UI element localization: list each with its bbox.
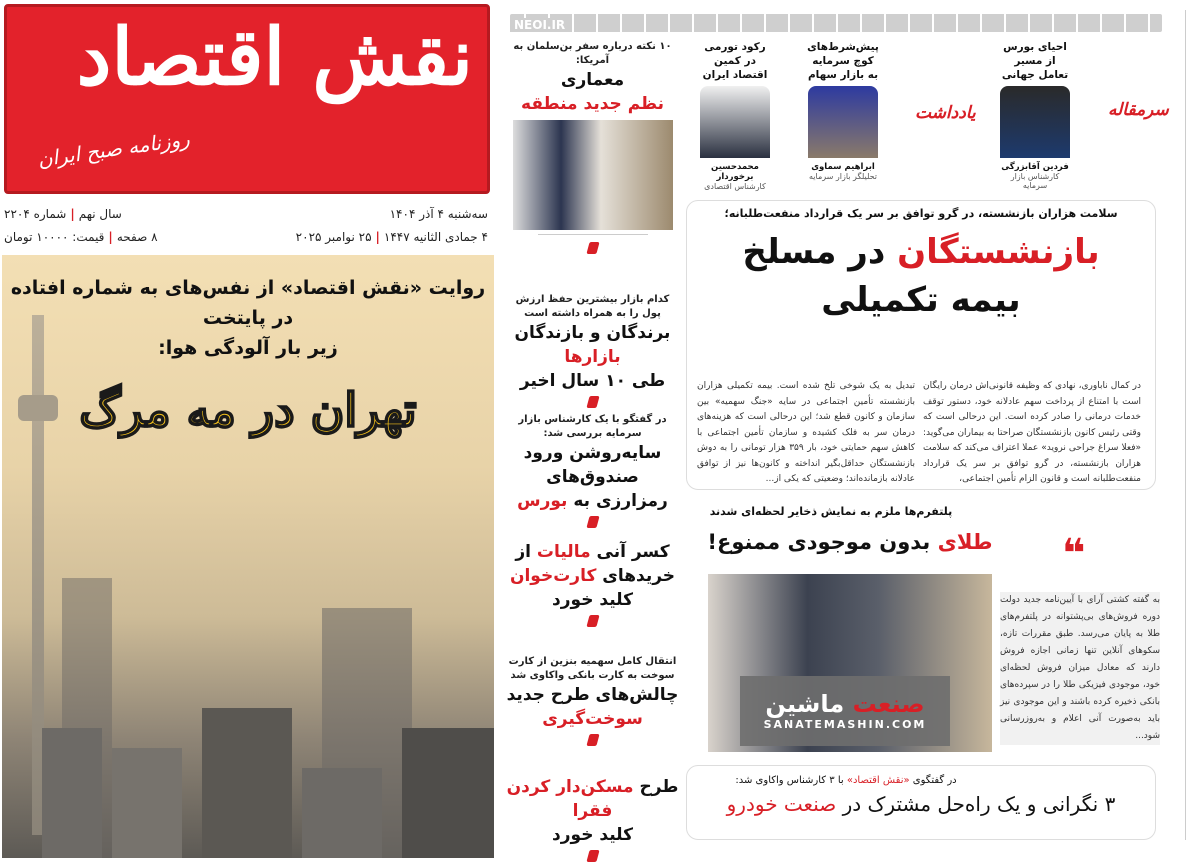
headline-line2: رمزارزی به — [573, 491, 668, 511]
author-name: محمدحسین برخوردار — [711, 162, 759, 182]
main-kicker: سلامت هزاران بازنشسته، در گرو توافق بر سر یک قرارداد منفعت‌طلبانه؛ — [724, 207, 1118, 220]
main-body-left: تبدیل به یک شوخی تلخ شده است. بیمه تکمیلی هزاران بازنشسته تأمین اجتماعی در سایه «جنگ سهمیه» بین سازمان و کانون قطع شد؛ این درحالی است که هزینه‌های درمان سر به فلک کشیده و سازمان تأمین اجتماعی با کاهش سهم حمایتی خود، بار ۳۵۹ هزار تومانی را به دوش بازنشستگان حداقل‌بگیر انداخته و کانون‌ها نیز از توافق عادلانه بازمانده‌اند؛ وضعیتی که یکی از... — [697, 381, 915, 484]
headline: سایه‌روشن ورود صندوق‌های — [523, 443, 662, 487]
column-title: رکود تورمی در کمین اقتصاد ایران — [702, 41, 768, 81]
date-line-2: ۴ جمادی الثانیه ۱۴۴۷|۲۵ نوامبر ۲۰۲۵ — [295, 230, 488, 244]
headline-line2: کلید خورد — [552, 825, 633, 845]
cover-kicker — [2, 273, 494, 363]
kicker-pre: در گفتگوی — [912, 775, 957, 786]
headline-line3: کلید خورد — [552, 590, 633, 610]
headline-red: مسکن‌دار کردن فقرا — [506, 777, 634, 821]
logo-subtitle: روزنامه صبح ایران — [36, 126, 192, 172]
headline-red: نظم جدید منطقه — [521, 94, 664, 114]
year: سال نهم — [78, 207, 122, 221]
masthead-logo — [4, 4, 490, 194]
issue-number: شماره ۲۲۰۴ — [4, 207, 67, 221]
cover-kicker-line2: زیر بار آلودگی هوا: — [158, 337, 338, 359]
kicker: انتقال کامل سهمیه بنزین از کارت سوخت به کارت بانکی واکاوی شد — [508, 656, 677, 681]
kicker: ۱۰ نکته درباره سفر بن‌سلمان به آمریکا: — [513, 41, 672, 66]
page-marker-icon — [586, 396, 599, 408]
headline-red: طلای — [937, 530, 993, 554]
headline-red: سوخت‌گیری — [542, 709, 643, 729]
date-persian: سه‌شنبه ۴ آذر ۱۴۰۴ — [389, 207, 488, 221]
author-role: کارشناس بازار سرمایه — [1010, 172, 1060, 190]
date-line — [390, 207, 488, 221]
page-marker-icon — [586, 615, 599, 627]
mid-story-1[interactable] — [505, 40, 680, 258]
headline-red: بازنشستگان — [897, 232, 1100, 272]
mid-story-3[interactable] — [505, 413, 680, 532]
pages: ۸ صفحه — [116, 230, 158, 244]
column-title: پیش‌شرط‌های کوچ سرمایه به بازار سهام — [807, 41, 879, 81]
watermark — [740, 676, 950, 746]
main-body-right: در کمال ناباوری، نهادی که وظیفه قانونی‌اش درمان رایگان است با امتناع از پرداخت سهم عادلانه خود، دستور توقف خدمات درمانی را صادر کرده است. این درحالی است که وقتی رئیس کانون بازنشستگان صراحتا به بیماران می‌گوید: «فعلا سراغ جراحی نروید» عملا اعتراف می‌کند که سلامت هزاران بازنشسته، در گرو توافق بر سر یک قرارداد منفعت‌طلبانه است و قانون الزام تأمین اجتماعی، — [923, 381, 1141, 484]
headline-cont: از — [515, 542, 531, 562]
issue-line: سال نهم|شماره ۲۲۰۴ — [4, 207, 122, 221]
gold-headline — [700, 530, 1000, 554]
page-marker-icon — [586, 734, 599, 746]
cover-photo — [2, 255, 494, 858]
kicker: کدام بازار بیشترین حفظ ارزش پول را به همراه داشته است — [515, 294, 670, 319]
headline-red: صنعت خودرو — [726, 792, 837, 816]
page-marker-icon — [586, 516, 599, 528]
headline-black: در مسلخ — [742, 232, 886, 272]
divider — [1185, 10, 1186, 840]
kicker-red: «نقش اقتصاد» — [846, 775, 910, 786]
headline-red: بازارها — [564, 347, 621, 367]
gold-quote: به گفته کشتی آرای با آیین‌نامه جدید دولت دوره فروش‌های بی‌پشتوانه در پلتفرم‌های طلا به پایان می‌رسد. طبق مقررات تازه، سکوهای آنلاین تنها زمانی اجازه فروش دارند که معادل میزان فروش لحظه‌ای خود، موجودی فیزیکی طلا را در سپرده‌های بانکی ذخیره کرده باشند و این موجودی نیز باید به‌صورت آنی اعلام و به‌روزرسانی شود... — [1000, 592, 1160, 745]
auto-kicker — [687, 775, 1155, 786]
logo-text: نقش اقتصاد — [76, 12, 473, 103]
date-hijri: ۴ جمادی الثانیه ۱۴۴۷ — [383, 230, 488, 244]
cover-kicker-line1: روایت «نقش اقتصاد» از نفس‌های به شماره افتاده در پایتخت — [10, 277, 486, 329]
headline: برندگان و بازندگان — [514, 323, 671, 343]
mid-story-6[interactable] — [505, 775, 680, 866]
column-title: احیای بورس از مسیر تعامل جهانی — [1001, 41, 1069, 81]
brand-white: ماشین — [765, 690, 845, 718]
avatar — [808, 86, 878, 158]
avatar — [1000, 86, 1070, 158]
main-headline — [687, 228, 1155, 276]
columnist-2[interactable] — [806, 40, 880, 181]
main-headline-line2: بیمه تکمیلی — [821, 280, 1021, 320]
headline-red: بورس — [517, 491, 568, 511]
headline-line2: طی ۱۰ سال اخیر — [519, 371, 666, 391]
gold-kicker: پلتفرم‌ها ملزم به نمایش ذخایر لحظه‌ای شدند — [709, 505, 953, 518]
price-line: ۸ صفحه|قیمت: ۱۰۰۰۰ تومان — [4, 230, 158, 244]
headline-black: بدون موجودی ممنوع! — [707, 530, 931, 554]
headline: طرح — [639, 777, 679, 797]
author-role: تحلیلگر بازار سرمایه — [809, 172, 877, 181]
author-role: کارشناس اقتصادی — [704, 182, 766, 191]
page-marker-icon — [586, 242, 599, 254]
cover-headline: تهران در مه مرگ — [79, 383, 417, 437]
headline-line2-red: کارت‌خوان — [509, 566, 597, 586]
kicker-post: با ۳ کارشناس واکاوی شد: — [735, 775, 844, 786]
main-story[interactable] — [686, 200, 1156, 490]
bin-salman-photo — [513, 120, 673, 230]
headline-line2: خریدهای — [602, 566, 676, 586]
brand-red: صنعت — [852, 690, 925, 718]
avatar — [700, 86, 770, 158]
page-marker-icon — [586, 850, 599, 862]
mid-story-2[interactable] — [505, 293, 680, 412]
headline: چالش‌های طرح جدید — [506, 685, 679, 705]
columnist-3[interactable] — [698, 40, 772, 191]
auto-headline — [687, 792, 1155, 816]
author-name: فردین آقابزرگی — [1001, 162, 1069, 172]
date-gregorian: ۲۵ نوامبر ۲۰۲۵ — [295, 230, 372, 244]
note-tag: یادداشت — [915, 103, 976, 123]
price: قیمت: ۱۰۰۰۰ تومان — [4, 230, 105, 244]
headline-black: ۳ نگرانی و یک راه‌حل مشترک در — [842, 792, 1116, 816]
columnist-1[interactable] — [998, 40, 1072, 190]
headline: معماری — [560, 70, 625, 90]
mid-story-5[interactable] — [505, 655, 680, 750]
mid-story-4[interactable] — [505, 540, 680, 631]
editorial-tag: سرمقاله — [1108, 100, 1169, 120]
headline: کسر آنی — [596, 542, 670, 562]
top-strip — [510, 14, 1162, 32]
kicker: در گفتگو با یک کارشناس بازار سرمایه بررسی شد: — [518, 414, 667, 439]
watermark-url: SANATEMASHIN.COM — [763, 718, 927, 731]
site-label: NEOI.IR — [510, 18, 569, 32]
auto-story[interactable] — [686, 765, 1156, 840]
quote-icon: ❝ — [1062, 531, 1086, 577]
author-name: ابراهیم سماوی — [811, 162, 875, 172]
headline-red: مالیات — [536, 542, 591, 562]
